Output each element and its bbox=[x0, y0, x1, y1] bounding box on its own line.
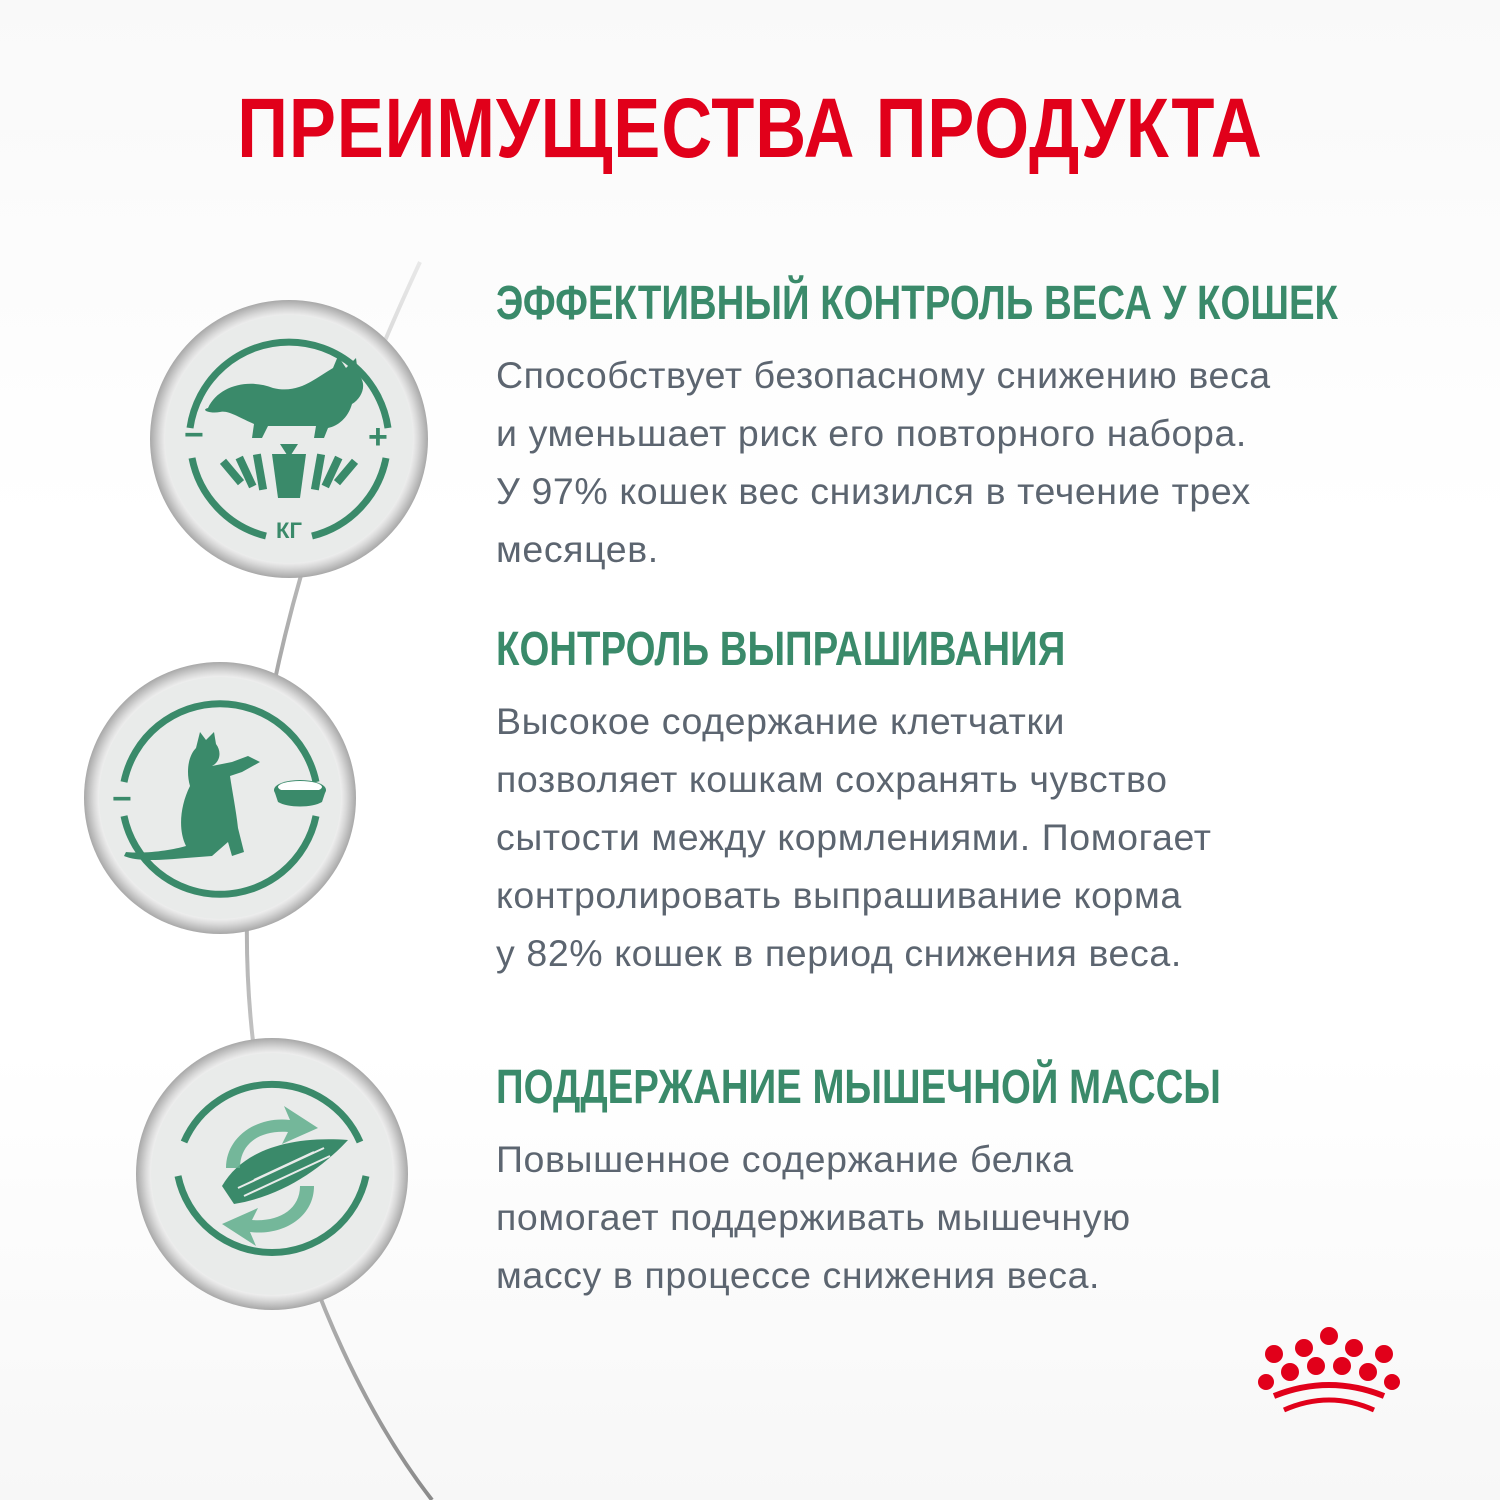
feature-begging-control bbox=[496, 620, 1456, 982]
feature-text: Способствует безопасному снижению веса и уменьшает риск его повторного набора. У 97% кошек вес снизился в течение трех месяцев. bbox=[496, 354, 1271, 570]
plus-label: + bbox=[368, 418, 388, 456]
page-title: ПРЕИМУЩЕСТВА ПРОДУКТА bbox=[237, 81, 1263, 175]
minus-label: − bbox=[112, 780, 132, 818]
kg-label: КГ bbox=[276, 518, 302, 543]
muscle-cycle-icon bbox=[134, 1036, 410, 1312]
feature-heading: КОНТРОЛЬ ВЫПРАШИВАНИЯ bbox=[496, 623, 1066, 676]
feature-heading: ПОДДЕРЖАНИЕ МЫШЕЧНОЙ МАССЫ bbox=[496, 1061, 1221, 1114]
feature-muscle-mass bbox=[496, 1058, 1456, 1304]
begging-cat-bowl-icon bbox=[82, 660, 358, 936]
feature-text: Высокое содержание клетчатки позволяет кошкам сохранять чувство сытости между кормлениями. Помогает контролировать выпрашивание корма у 82% кошек в период снижения веса. bbox=[496, 700, 1212, 974]
minus-label: − bbox=[184, 416, 204, 454]
feature-weight-control bbox=[496, 274, 1456, 578]
royal-canin-crown-icon bbox=[1252, 1326, 1406, 1416]
cat-weight-scale-icon bbox=[148, 298, 430, 580]
feature-heading: ЭФФЕКТИВНЫЙ КОНТРОЛЬ ВЕСА У КОШЕК bbox=[496, 277, 1338, 330]
feature-text: Повышенное содержание белка помогает поддерживать мышечную массу в процессе снижения веса. bbox=[496, 1138, 1131, 1296]
